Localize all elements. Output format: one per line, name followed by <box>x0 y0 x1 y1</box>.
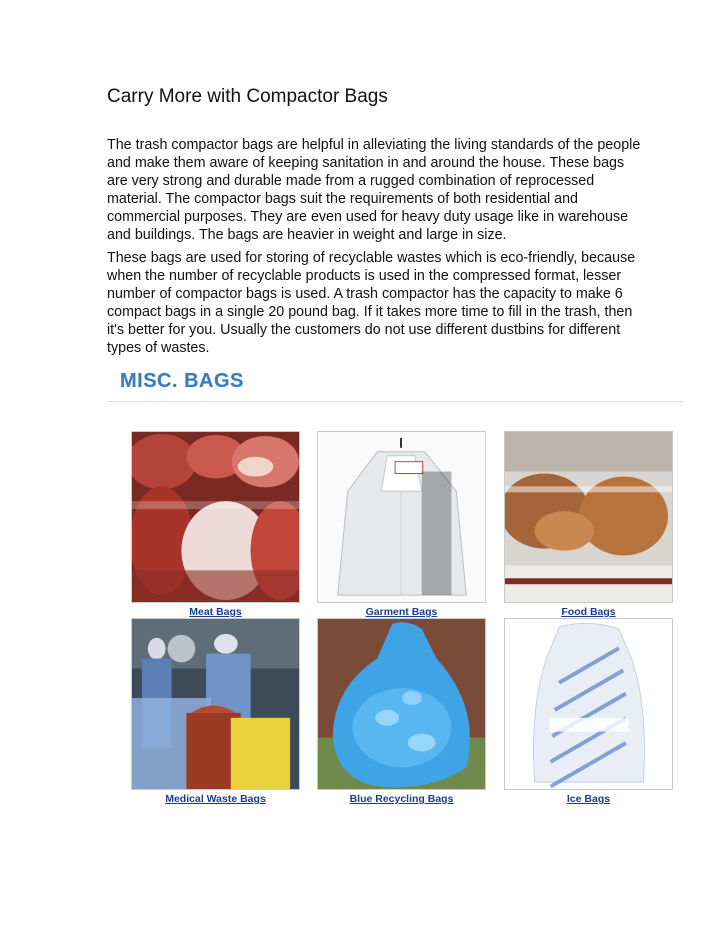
page-title: Carry More with Compactor Bags <box>107 86 388 107</box>
food-bags-image[interactable] <box>504 431 673 603</box>
medical-waste-bags-image[interactable] <box>131 618 300 790</box>
food-bags-link[interactable]: Food Bags <box>561 606 616 618</box>
paragraph-1: The trash compactor bags are helpful in alleviating the living standards of the people and make them aware of keeping sanitation in and around the house. These bags are very strong and durable made from a rugged combination of reprocessed material. The compactor bags suit the requirements of both residential and commercial purposes. They are even used for heavy duty usage like in warehouse and buildings. The bags are heavier in weight and large in size. <box>107 137 641 243</box>
ice-bags-image[interactable] <box>504 618 673 790</box>
medical-waste-bags-link[interactable]: Medical Waste Bags <box>165 793 266 805</box>
meat-bags-image[interactable] <box>131 431 300 603</box>
garment-bags-image[interactable] <box>317 431 486 603</box>
paragraph-2: These bags are used for storing of recyclable wastes which is eco-friendly, because when the number of recyclable products is used in the compressed format, lesser number of compactor bags is used. A trash compactor has the capacity to make 6 compact bags in a single 20 pound bag. If it takes more time to fill in the trash, then it's better for you. Usually the customers do not use different dustbins for different types of wastes. <box>107 250 636 356</box>
garment-bags-link[interactable]: Garment Bags <box>365 606 438 618</box>
blue-recycling-bags-image[interactable] <box>317 618 486 790</box>
meat-bags-link[interactable]: Meat Bags <box>189 606 242 618</box>
misc-bags-heading: MISC. BAGS <box>120 370 244 392</box>
ice-bags-link[interactable]: Ice Bags <box>566 793 611 805</box>
section-divider <box>108 401 683 402</box>
blue-recycling-bags-link[interactable]: Blue Recycling Bags <box>349 793 454 805</box>
